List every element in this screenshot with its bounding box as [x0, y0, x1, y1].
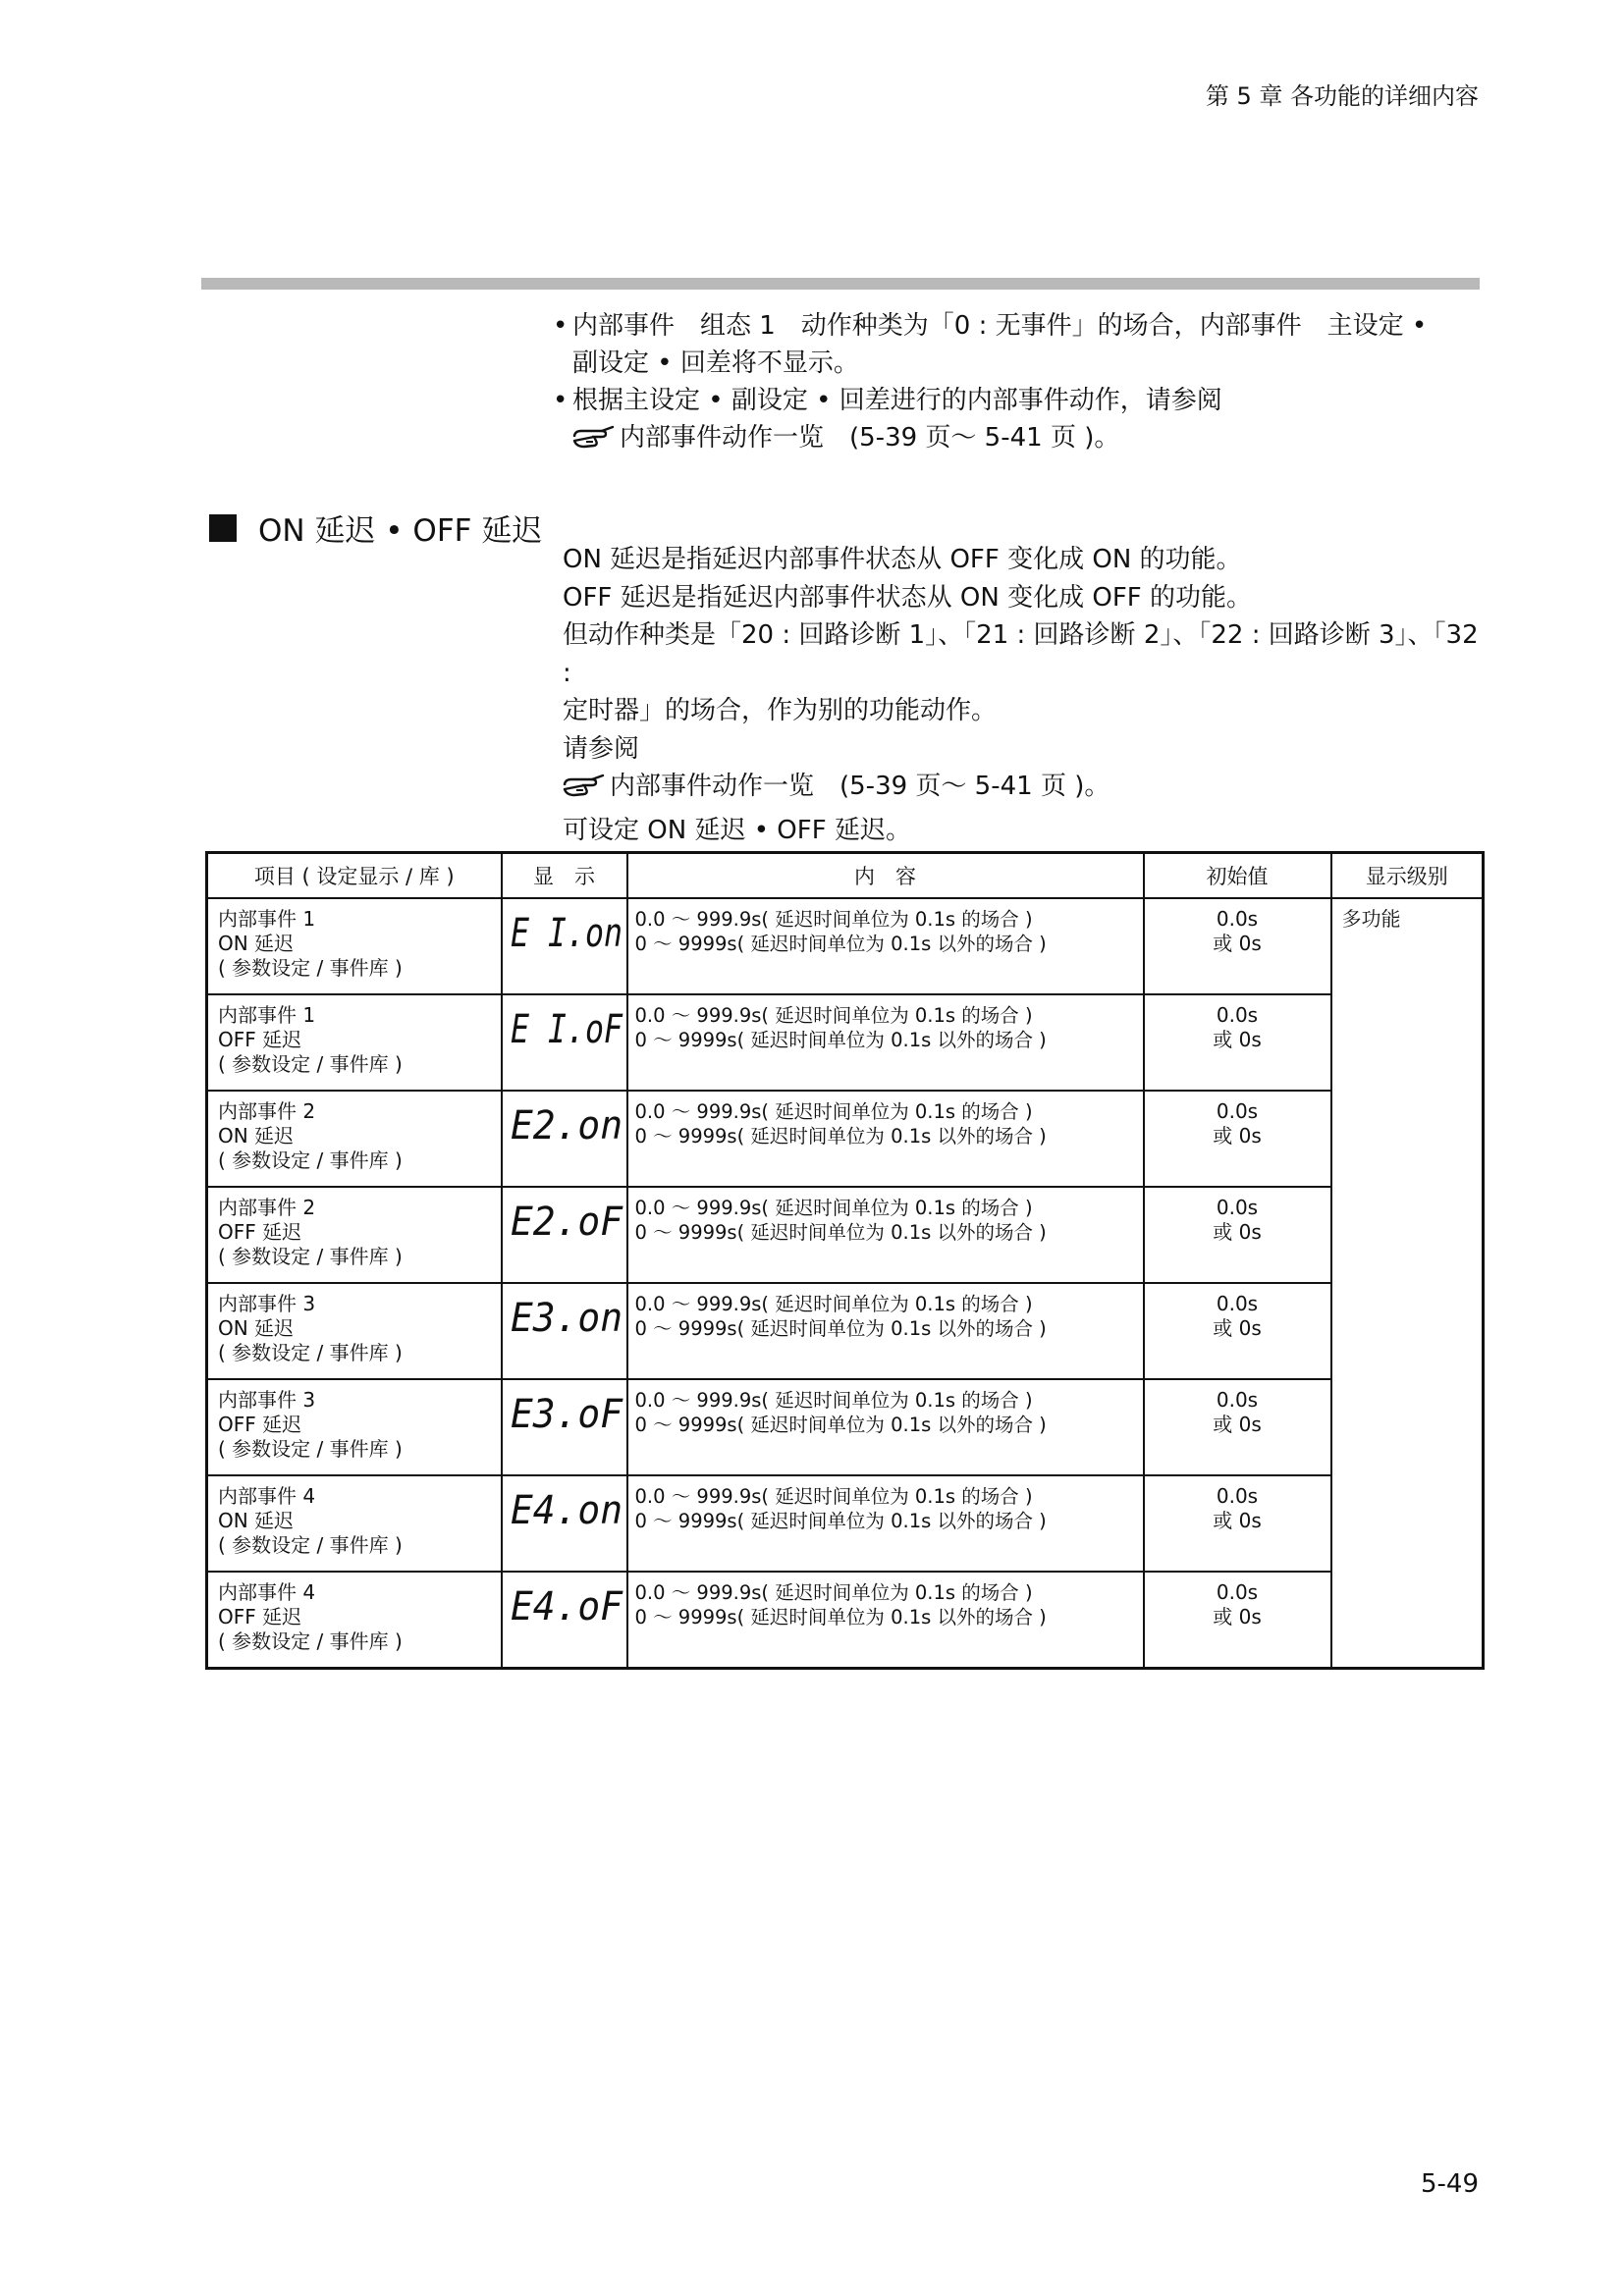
- initial-value-alt: 或 0s: [1213, 1509, 1262, 1532]
- black-square-icon: [209, 514, 237, 542]
- range-integer: 0 ～ 9999s( 延迟时间单位为 0.1s 以外的场合 ): [634, 1317, 1047, 1340]
- initial-value-alt: 或 0s: [1213, 1028, 1262, 1051]
- segment-display: [509, 1198, 626, 1243]
- segment-display: [509, 1390, 626, 1435]
- content-cell: [627, 898, 1144, 994]
- settings-table: [205, 851, 1485, 1670]
- range-decimal: 0.0 ～ 999.9s( 延迟时间单位为 0.1s 的场合 ): [634, 1004, 1033, 1027]
- initial-value-cell: [1144, 898, 1331, 994]
- item-bank: ( 参数设定 / 事件库 ): [218, 1629, 403, 1653]
- initial-value-alt: 或 0s: [1213, 932, 1262, 955]
- section-divider: [201, 278, 1480, 290]
- initial-value-cell: [1144, 1572, 1331, 1669]
- initial-value: 0.0s: [1216, 1580, 1259, 1604]
- segment-code: E3.oF: [510, 1392, 623, 1437]
- item-type: ON 延迟: [218, 932, 295, 955]
- range-integer: 0 ～ 9999s( 延迟时间单位为 0.1s 以外的场合 ): [634, 1221, 1047, 1244]
- initial-value-cell: [1144, 1187, 1331, 1283]
- paragraph-line: 但动作种类是「20 : 回路诊断 1」、「21 : 回路诊断 2」、「22 : 回路诊断 3」、「32 :: [563, 620, 1479, 688]
- range-decimal: 0.0 ～ 999.9s( 延迟时间单位为 0.1s 的场合 ): [634, 908, 1033, 931]
- paragraph-line: 定时器」的场合，作为别的功能动作。: [563, 696, 998, 725]
- bullet-text: 内部事件 组态 1 动作种类为「0 : 无事件」的场合，内部事件 主设定 •: [572, 311, 1428, 341]
- segment-code: E I.on: [510, 911, 623, 956]
- display-cell: [502, 994, 627, 1091]
- item-cell: [207, 1187, 502, 1283]
- segment-display: [509, 1005, 626, 1050]
- range-decimal: 0.0 ～ 999.9s( 延迟时间单位为 0.1s 的场合 ): [634, 1100, 1033, 1123]
- item-bank: ( 参数设定 / 事件库 ): [218, 1148, 403, 1172]
- table-row: [207, 994, 1484, 1091]
- content-cell: [627, 1187, 1144, 1283]
- segment-display: [509, 1582, 626, 1628]
- initial-value: 0.0s: [1216, 1196, 1259, 1219]
- table-row: [207, 1091, 1484, 1187]
- cross-reference: [563, 768, 1110, 806]
- bullet-dot: •: [553, 311, 568, 341]
- column-header: 初始值: [1144, 853, 1331, 899]
- segment-display: [509, 909, 626, 954]
- item-cell: [207, 994, 502, 1091]
- table-header-row: [207, 853, 1484, 899]
- range-integer: 0 ～ 9999s( 延迟时间单位为 0.1s 以外的场合 ): [634, 1606, 1047, 1629]
- item-bank: ( 参数设定 / 事件库 ): [218, 1341, 403, 1364]
- content-cell: [627, 1379, 1144, 1475]
- column-header: 项目 ( 设定显示 / 库 ): [207, 853, 502, 899]
- column-header: 显示级别: [1331, 853, 1484, 899]
- initial-value: 0.0s: [1216, 907, 1259, 931]
- item-name: 内部事件 3: [218, 1292, 316, 1315]
- range-decimal: 0.0 ～ 999.9s( 延迟时间单位为 0.1s 的场合 ): [634, 1389, 1033, 1412]
- item-name: 内部事件 4: [218, 1484, 316, 1508]
- display-cell: [502, 1283, 627, 1379]
- initial-value: 0.0s: [1216, 1388, 1259, 1412]
- reference-text: 内部事件动作一览 (5-39 页～ 5-41 页 )。: [620, 423, 1120, 453]
- initial-value-cell: [1144, 1283, 1331, 1379]
- item-name: 内部事件 2: [218, 1099, 316, 1123]
- range-decimal: 0.0 ～ 999.9s( 延迟时间单位为 0.1s 的场合 ): [634, 1293, 1033, 1315]
- display-cell: [502, 1091, 627, 1187]
- item-type: OFF 延迟: [218, 1605, 302, 1629]
- content-cell: [627, 1091, 1144, 1187]
- segment-code: E3.on: [510, 1296, 623, 1341]
- initial-value: 0.0s: [1216, 1484, 1259, 1508]
- range-integer: 0 ～ 9999s( 延迟时间单位为 0.1s 以外的场合 ): [634, 933, 1047, 955]
- bullet-dot: •: [553, 386, 568, 415]
- page-number: 5-49: [1420, 2169, 1479, 2199]
- item-name: 内部事件 1: [218, 907, 316, 931]
- table-row: [207, 1572, 1484, 1669]
- description: [563, 541, 1486, 813]
- table-caption: 可设定 ON 延迟 • OFF 延迟。: [563, 816, 911, 845]
- paragraph-line: 请参阅: [563, 733, 640, 764]
- item-cell: [207, 1572, 502, 1669]
- item-type: OFF 延迟: [218, 1220, 302, 1244]
- segment-display: [509, 1294, 626, 1339]
- item-cell: [207, 1283, 502, 1379]
- table-body: [207, 898, 1484, 1669]
- display-cell: [502, 1572, 627, 1669]
- cross-reference: [563, 419, 1119, 456]
- item-type: ON 延迟: [218, 1316, 295, 1340]
- pointing-hand-icon: [563, 772, 606, 801]
- item-cell: [207, 1091, 502, 1187]
- segment-code: E2.on: [510, 1103, 623, 1148]
- note-bullets: [553, 307, 1486, 463]
- paragraph-line: ON 延迟是指延迟内部事件状态从 OFF 变化成 ON 的功能。: [563, 545, 1242, 574]
- table-row: [207, 1187, 1484, 1283]
- item-name: 内部事件 4: [218, 1580, 316, 1604]
- initial-value-cell: [1144, 1475, 1331, 1572]
- initial-value-cell: [1144, 994, 1331, 1091]
- segment-display: [509, 1101, 626, 1147]
- range-decimal: 0.0 ～ 999.9s( 延迟时间单位为 0.1s 的场合 ): [634, 1485, 1033, 1508]
- content-cell: [627, 1283, 1144, 1379]
- initial-value-cell: [1144, 1091, 1331, 1187]
- item-type: OFF 延迟: [218, 1028, 302, 1051]
- display-cell: [502, 1379, 627, 1475]
- item-bank: ( 参数设定 / 事件库 ): [218, 956, 403, 980]
- segment-code: E4.oF: [510, 1584, 623, 1629]
- content-cell: [627, 1572, 1144, 1669]
- item-cell: [207, 898, 502, 994]
- display-level-cell: [1331, 898, 1484, 1669]
- initial-value-alt: 或 0s: [1213, 1124, 1262, 1148]
- bullet-item: [553, 307, 1486, 345]
- table-row: [207, 1283, 1484, 1379]
- column-header: 显 示: [502, 853, 627, 899]
- range-decimal: 0.0 ～ 999.9s( 延迟时间单位为 0.1s 的场合 ): [634, 1197, 1033, 1219]
- pointing-hand-icon: [572, 423, 616, 453]
- bullet-continuation: 副设定 • 回差将不显示。: [572, 348, 859, 378]
- initial-value-alt: 或 0s: [1213, 1316, 1262, 1340]
- item-bank: ( 参数设定 / 事件库 ): [218, 1533, 403, 1557]
- bullet-text: 根据主设定 • 副设定 • 回差进行的内部事件动作，请参阅: [572, 386, 1222, 415]
- item-name: 内部事件 1: [218, 1003, 316, 1027]
- item-bank: ( 参数设定 / 事件库 ): [218, 1052, 403, 1076]
- range-integer: 0 ～ 9999s( 延迟时间单位为 0.1s 以外的场合 ): [634, 1029, 1047, 1051]
- initial-value-alt: 或 0s: [1213, 1605, 1262, 1629]
- item-bank: ( 参数设定 / 事件库 ): [218, 1437, 403, 1461]
- display-cell: [502, 1475, 627, 1572]
- display-level: 多功能: [1341, 907, 1401, 931]
- reference-text: 内部事件动作一览 (5-39 页～ 5-41 页 )。: [610, 772, 1110, 801]
- range-decimal: 0.0 ～ 999.9s( 延迟时间单位为 0.1s 的场合 ): [634, 1581, 1033, 1604]
- content-cell: [627, 994, 1144, 1091]
- range-integer: 0 ～ 9999s( 延迟时间单位为 0.1s 以外的场合 ): [634, 1125, 1047, 1148]
- initial-value: 0.0s: [1216, 1099, 1259, 1123]
- initial-value-cell: [1144, 1379, 1331, 1475]
- item-name: 内部事件 2: [218, 1196, 316, 1219]
- item-type: OFF 延迟: [218, 1413, 302, 1436]
- initial-value-alt: 或 0s: [1213, 1413, 1262, 1436]
- content-cell: [627, 1475, 1144, 1572]
- initial-value: 0.0s: [1216, 1003, 1259, 1027]
- segment-display: [509, 1486, 626, 1531]
- display-cell: [502, 898, 627, 994]
- item-type: ON 延迟: [218, 1124, 295, 1148]
- item-bank: ( 参数设定 / 事件库 ): [218, 1245, 403, 1268]
- item-cell: [207, 1475, 502, 1572]
- segment-code: E I.oF: [510, 1007, 623, 1052]
- section-heading: [209, 506, 542, 550]
- initial-value-alt: 或 0s: [1213, 1220, 1262, 1244]
- range-integer: 0 ～ 9999s( 延迟时间单位为 0.1s 以外的场合 ): [634, 1510, 1047, 1532]
- table-row: [207, 898, 1484, 994]
- item-type: ON 延迟: [218, 1509, 295, 1532]
- item-name: 内部事件 3: [218, 1388, 316, 1412]
- paragraph-line: OFF 延迟是指延迟内部事件状态从 ON 变化成 OFF 的功能。: [563, 582, 1252, 613]
- section-title: ON 延迟 • OFF 延迟: [258, 513, 543, 549]
- item-cell: [207, 1379, 502, 1475]
- segment-code: E2.oF: [510, 1200, 623, 1245]
- range-integer: 0 ～ 9999s( 延迟时间单位为 0.1s 以外的场合 ): [634, 1414, 1047, 1436]
- initial-value: 0.0s: [1216, 1292, 1259, 1315]
- segment-code: E4.on: [510, 1488, 623, 1533]
- display-cell: [502, 1187, 627, 1283]
- table-row: [207, 1475, 1484, 1572]
- chapter-header: 第 5 章 各功能的详细内容: [1205, 82, 1479, 110]
- column-header: 内 容: [627, 853, 1144, 899]
- bullet-item: [553, 382, 1486, 419]
- table-row: [207, 1379, 1484, 1475]
